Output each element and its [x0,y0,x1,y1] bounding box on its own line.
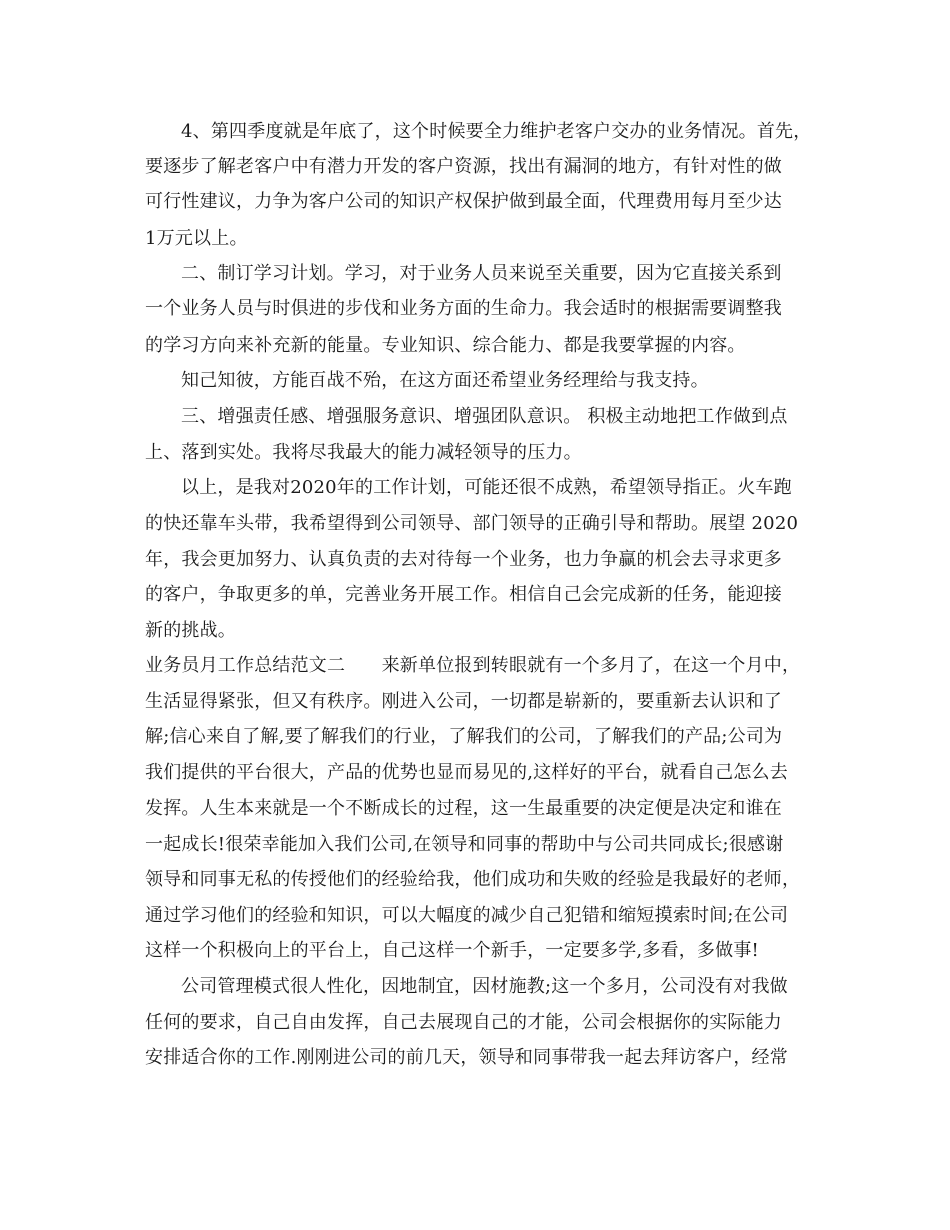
text-line: 的学习方向来补充新的能量。专业知识、综合能力、都是我要掌握的内容。 [145,335,746,356]
text-line: 公司管理模式很人性化，因地制宜，因材施教;这一个多月，公司没有对我做 [181,976,788,997]
text-line: 这样一个积极向上的平台上，自己这样一个新手，一定要多学,多看，多做事! [145,940,759,961]
text-line: 的客户，争取更多的单，完善业务开展工作。相信自己会完成新的任务，能迎接 [145,584,782,605]
text-line: 发挥。人生本来就是一个不断成长的过程，这一生最重要的决定便是决定和谁在 [145,798,782,819]
text-line: 上、落到实处。我将尽我最大的能力减轻领导的压力。 [145,442,582,463]
text-line: 二、制订学习计划。学习，对于业务人员来说至关重要，因为它直接关系到 [181,263,782,284]
text-line: 1万元以上。 [145,228,248,249]
text-line: 4、第四季度就是年底了，这个时候要全力维护老客户交办的业务情况。首先， [181,121,812,142]
text-line: 安排适合你的工作.刚刚进公司的前几天，领导和同事带我一起去拜访客户，经常 [145,1047,788,1068]
text-line: 任何的要求，自己自由发挥，自己去展现自己的才能，公司会根据你的实际能力 [145,1012,782,1033]
text-line: 一个业务人员与时俱进的步伐和业务方面的生命力。我会适时的根据需要调整我 [145,298,782,319]
text-line: 知己知彼，方能百战不殆，在这方面还希望业务经理给与我支持。 [181,370,709,391]
text-line: 年，我会更加努力、认真负责的去对待每一个业务，也力争赢的机会去寻求更多 [145,549,782,570]
text-line: 可行性建议，力争为客户公司的知识产权保护做到最全面，代理费用每月至少达 [145,191,782,212]
text-line: 生活显得紧张，但又有秩序。刚进入公司，一切都是崭新的，要重新去认识和了 [145,691,782,712]
text-line: 以上，是我对2020年的工作计划，可能还很不成熟，希望领导指正。火车跑 [181,477,792,498]
text-line: 通过学习他们的经验和知识，可以大幅度的减少自己犯错和缩短摸索时间;在公司 [145,905,789,926]
text-line: 业务员月工作总结范文二 来新单位报到转眼就有一个多月了，在这一个月中， [145,655,801,676]
text-line: 三、增强责任感、增强服务意识、增强团队意识。 积极主动地把工作做到点 [181,406,788,427]
text-line: 我们提供的平台很大，产品的优势也显而易见的,这样好的平台，就看自己怎么去 [145,762,788,783]
text-line: 一起成长!很荣幸能加入我们公司,在领导和同事的帮助中与公司共同成长;很感谢 [145,834,784,855]
text-line: 领导和同事无私的传授他们的经验给我，他们成功和失败的经验是我最好的老师， [145,869,801,890]
text-line: 的快还靠车头带，我希望得到公司领导、部门领导的正确引导和帮助。展望 2020 [145,513,799,534]
text-line: 要逐步了解老客户中有潜力开发的客户资源，找出有漏洞的地方，有针对性的做 [145,156,782,177]
text-line: 解;信心来自了解,要了解我们的行业，了解我们的公司，了解我们的产品;公司为 [145,726,783,747]
text-line: 新的挑战。 [145,620,236,641]
